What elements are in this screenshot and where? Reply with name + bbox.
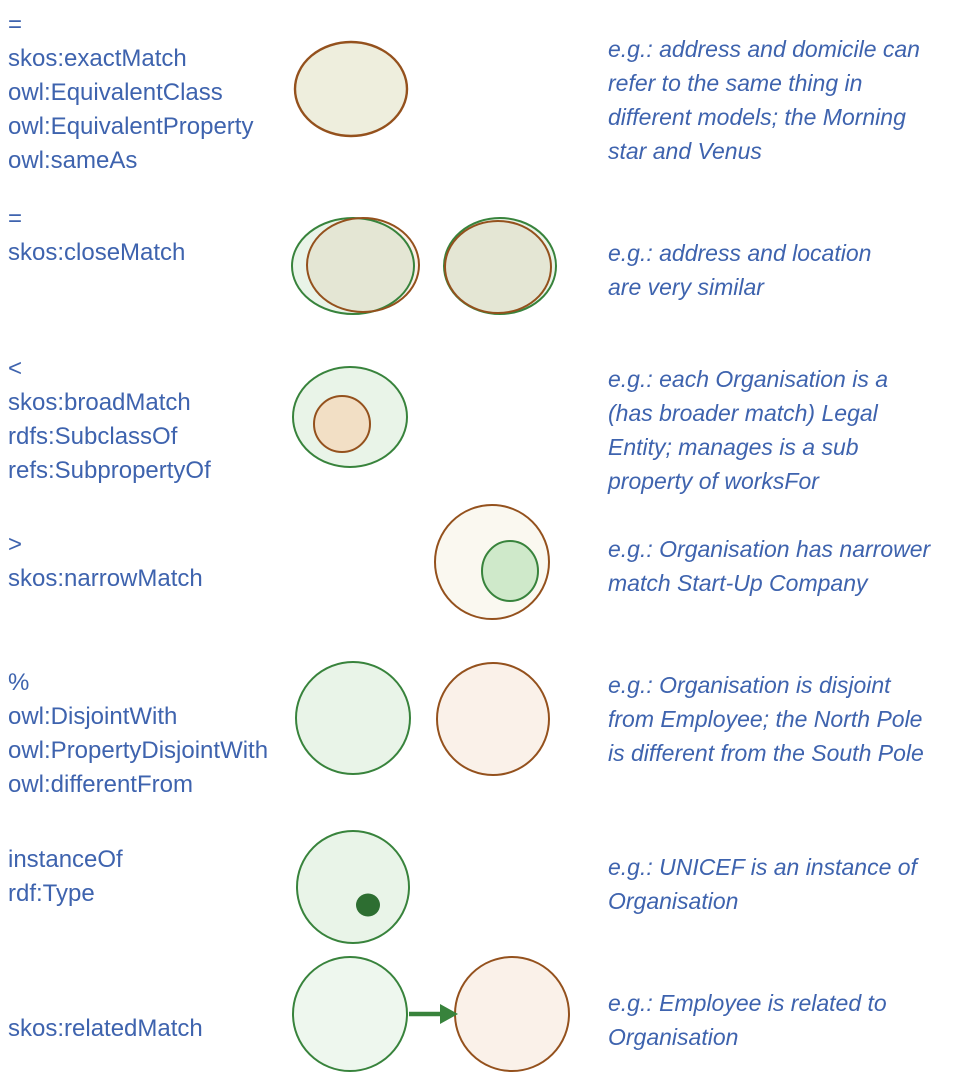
same-set-ellipse bbox=[295, 42, 407, 136]
example-line: different models; the Morning bbox=[608, 104, 906, 130]
labels-narrowmatch bbox=[8, 528, 203, 596]
example-broadmatch bbox=[608, 362, 888, 498]
class-green-set bbox=[297, 831, 409, 943]
label-owl-disjointwith: owl:DisjointWith bbox=[8, 703, 178, 730]
green-disjoint-set bbox=[296, 662, 410, 774]
narrower-brown-subset bbox=[314, 396, 370, 452]
less-than-symbol: < bbox=[8, 355, 23, 382]
equals-symbol: = bbox=[8, 205, 23, 232]
example-narrowmatch bbox=[608, 532, 930, 600]
greater-than-symbol: > bbox=[8, 531, 23, 558]
example-line: refer to the same thing in bbox=[608, 70, 863, 96]
label-owl-equivalentclass: owl:EquivalentClass bbox=[8, 79, 223, 106]
instance-dot bbox=[356, 894, 380, 917]
example-line: e.g.: Organisation is disjoint bbox=[608, 672, 891, 698]
label-skos-broadmatch: skos:broadMatch bbox=[8, 389, 191, 416]
label-rdfs-subclassof: rdfs:SubclassOf bbox=[8, 423, 178, 450]
closematch-diagram bbox=[285, 210, 570, 322]
label-owl-differentfrom: owl:differentFrom bbox=[8, 771, 193, 798]
narrower-green-subset bbox=[482, 541, 538, 601]
disjoint-diagram bbox=[295, 660, 555, 778]
label-skos-closematch: skos:closeMatch bbox=[8, 239, 186, 266]
example-disjoint bbox=[608, 668, 924, 770]
example-line: Entity; manages is a sub bbox=[608, 434, 859, 460]
label-skos-exactmatch: skos:exactMatch bbox=[8, 45, 187, 72]
label-owl-sameas: owl:sameAs bbox=[8, 147, 138, 174]
example-line: e.g.: address and location bbox=[608, 240, 872, 266]
percent-symbol: % bbox=[8, 669, 30, 696]
example-line: are very similar bbox=[608, 274, 764, 300]
label-skos-narrowmatch: skos:narrowMatch bbox=[8, 565, 203, 592]
example-line: e.g.: each Organisation is a bbox=[608, 366, 888, 392]
relatedmatch-diagram bbox=[286, 956, 572, 1074]
label-owl-propertydisjointwith: owl:PropertyDisjointWith bbox=[8, 737, 269, 764]
target-brown-set bbox=[455, 957, 569, 1071]
example-line: e.g.: Organisation has narrower bbox=[608, 536, 931, 562]
labels-relatedmatch bbox=[8, 1012, 203, 1046]
labels-disjoint bbox=[8, 666, 268, 802]
label-owl-equivalentproperty: owl:EquivalentProperty bbox=[8, 113, 254, 140]
label-instanceof: instanceOf bbox=[8, 846, 123, 873]
example-line: Organisation bbox=[608, 1024, 739, 1050]
example-instanceof bbox=[608, 850, 917, 918]
instanceof-diagram bbox=[296, 830, 412, 946]
example-line: Organisation bbox=[608, 888, 739, 914]
brown-disjoint-set bbox=[437, 663, 549, 775]
example-line: e.g.: UNICEF is an instance of bbox=[608, 854, 917, 880]
labels-closematch bbox=[8, 202, 185, 270]
example-line: star and Venus bbox=[608, 138, 762, 164]
example-line: match Start-Up Company bbox=[608, 570, 868, 596]
example-line: property of worksFor bbox=[608, 468, 819, 494]
example-line: e.g.: Employee is related to bbox=[608, 990, 887, 1016]
broadmatch-diagram bbox=[290, 364, 412, 472]
label-refs-subpropertyof: refs:SubpropertyOf bbox=[8, 457, 211, 484]
label-rdf-type: rdf:Type bbox=[8, 880, 95, 907]
example-relatedmatch bbox=[608, 986, 887, 1054]
equals-symbol: = bbox=[8, 11, 23, 38]
example-line: (has broader match) Legal bbox=[608, 400, 878, 426]
narrowmatch-diagram bbox=[432, 503, 554, 623]
labels-exactmatch bbox=[8, 8, 253, 178]
example-exactmatch bbox=[608, 32, 920, 168]
example-line: from Employee; the North Pole bbox=[608, 706, 923, 732]
example-line: is different from the South Pole bbox=[608, 740, 924, 766]
source-green-set bbox=[293, 957, 407, 1071]
label-skos-relatedmatch: skos:relatedMatch bbox=[8, 1015, 203, 1042]
example-closematch bbox=[608, 236, 871, 304]
labels-broadmatch bbox=[8, 352, 211, 488]
exactmatch-diagram bbox=[292, 40, 412, 140]
example-line: e.g.: address and domicile can bbox=[608, 36, 920, 62]
labels-instanceof bbox=[8, 843, 123, 911]
